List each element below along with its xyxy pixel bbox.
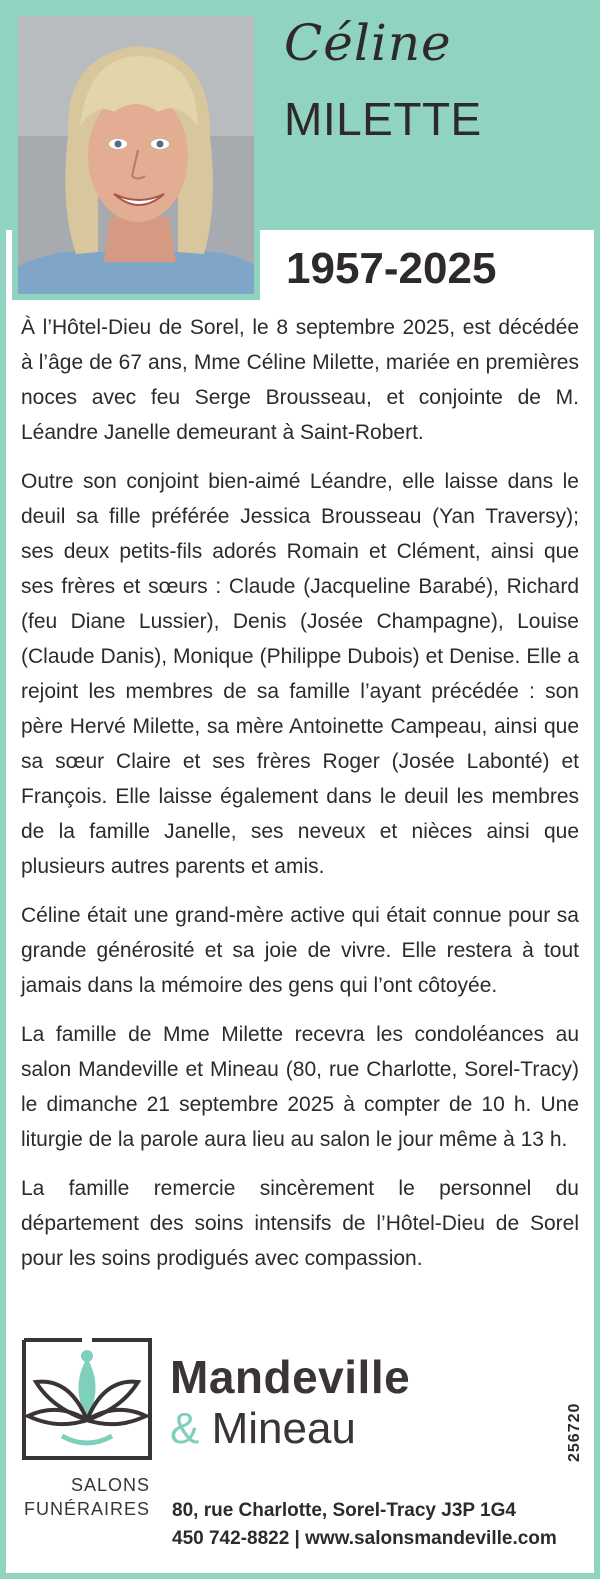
funeraires-line: FUNÉRAIRES bbox=[23, 1499, 150, 1519]
paragraph-death-notice: À l’Hôtel-Dieu de Sorel, le 8 septembre 2025, est décédée à l’âge de 67 ans, Mme Céline Milette, mariée en premières noces avec feu Serge Brousseau, et conjointe de M. Léandre Janelle demeurant à Saint-Robert. bbox=[21, 316, 579, 444]
paragraph-survivors: Outre son conjoint bien-aimé Léandre, elle laisse dans le deuil sa fille préférée Jessica Brousseau (Yan Traversy); ses deux petits-fils adorés Romain et Clément, ainsi que ses frères et sœurs : Claude (Jacqueline Barabé), Richard (feu Diane Lussier), Denis (Josée Champagne), Louise (Claude Danis), Monique (Philippe Dubois) et Denise. Elle a rejoint les membres de sa famille l’ayant précédée : son père Hervé Milette, sa mère Antoinette Campeau, ainsi que sa sœur Claire et ses frères Roger (Josée Labonté) et François. Elle laisse également dans le deuil les membres de la famille Janelle, ses neveux et nièces ainsi que plusieurs autres parents et amis. bbox=[21, 470, 579, 878]
funeral-home-address: 80, rue Charlotte, Sorel-Tracy J3P 1G4 bbox=[172, 1500, 516, 1521]
brand-name-line1: Mandeville bbox=[170, 1351, 411, 1403]
life-years: 1957-2025 bbox=[286, 244, 497, 293]
reference-number: 256720 bbox=[566, 1402, 583, 1462]
brand-ampersand: & bbox=[170, 1404, 200, 1453]
brand-name-line2 bbox=[170, 1404, 356, 1454]
last-name: MILETTE bbox=[284, 93, 482, 145]
salons-funeraires bbox=[20, 1473, 150, 1521]
paragraph-tribute: Céline était une grand-mère active qui était connue pour sa grande générosité et sa joie de vivre. Elle restera à tout jamais dans la mémoire des gens qui l’ont côtoyée. bbox=[21, 904, 579, 997]
paragraph-thanks: La famille remercie sincèrement le personnel du département des soins intensifs de l’Hôtel-Dieu de Sorel pour les soins prodigués avec compassion. bbox=[21, 1177, 579, 1270]
salons-line: SALONS bbox=[70, 1475, 150, 1495]
portrait-photo bbox=[18, 16, 254, 294]
paragraph-service: La famille de Mme Milette recevra les condoléances au salon Mandeville et Mineau (80, rue Charlotte, Sorel-Tracy) le dimanche 21 septembre 2025 à compter de 10 h. Une liturgie de la parole aura lieu au salon le jour même à 13 h. bbox=[21, 1023, 579, 1151]
lotus-logo-icon bbox=[22, 1338, 152, 1460]
portrait-illustration bbox=[18, 16, 254, 294]
brand-name-mineau: Mineau bbox=[211, 1404, 356, 1453]
funeral-home-contact: 450 742-8822 | www.salonsmandeville.com bbox=[172, 1528, 557, 1549]
obituary-text bbox=[21, 310, 579, 1290]
first-name: Céline bbox=[284, 14, 452, 72]
